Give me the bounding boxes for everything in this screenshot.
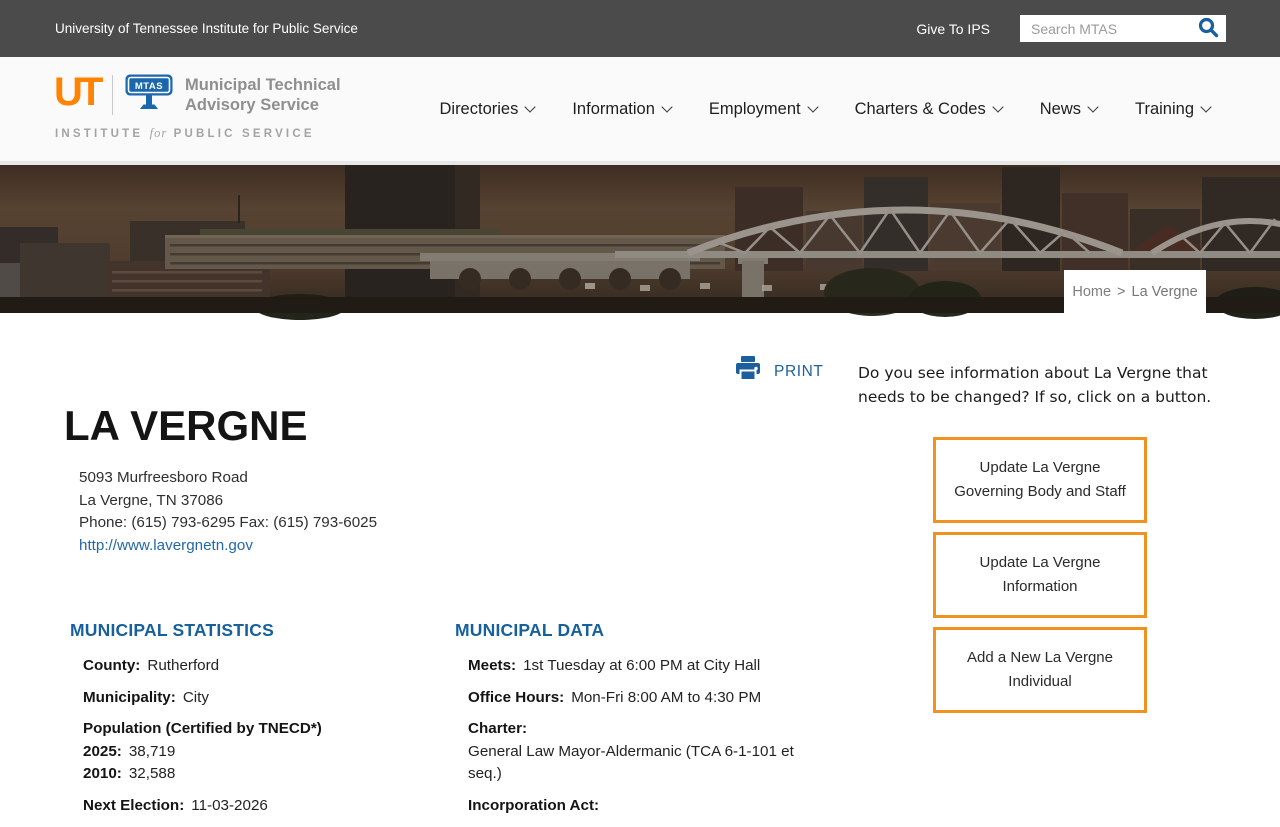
- chevron-down-icon: [1200, 101, 1211, 112]
- office-hours-row: [468, 687, 805, 710]
- municipality-value: City: [182, 688, 209, 706]
- institute-word: INSTITUTE: [55, 128, 144, 140]
- municipality-row: [83, 687, 440, 710]
- office-hours-label: Office Hours:: [468, 688, 565, 706]
- next-election-value: 11-03-2026: [191, 796, 268, 814]
- county-row: [83, 655, 440, 678]
- nav-label: Directories: [439, 99, 519, 118]
- site-title: University of Tennessee Institute for Public Service: [55, 21, 358, 36]
- incorporation-act-label: Incorporation Act:: [468, 796, 600, 814]
- update-notice-text: Do you see information about La Vergne that needs to be changed? If so, click on a button.: [858, 363, 1212, 406]
- statistics-rows: [83, 655, 440, 818]
- nav-item-training[interactable]: [1135, 100, 1210, 119]
- print-button[interactable]: [733, 356, 824, 387]
- breadcrumb-current: La Vergne: [1131, 283, 1198, 300]
- statistics-heading: MUNICIPAL STATISTICS: [70, 620, 274, 640]
- chevron-down-icon: [807, 101, 818, 112]
- mtas-sign-text: MTAS: [134, 81, 164, 92]
- population-2025-row: [83, 741, 440, 764]
- topbar-right-group: [916, 15, 1226, 42]
- pop-2025-label: 2025:: [83, 742, 122, 760]
- give-to-ips-link[interactable]: Give To IPS: [916, 20, 990, 37]
- institute-for-word: for: [149, 126, 168, 140]
- chevron-down-icon: [1087, 101, 1098, 112]
- print-label: PRINT: [774, 362, 824, 380]
- logo-service-line2: Advisory Service: [185, 95, 319, 114]
- nav-item-charters-codes[interactable]: [855, 100, 1002, 119]
- population-2010-row: [83, 763, 440, 786]
- meets-row: [468, 655, 805, 678]
- update-governing-body-button[interactable]: Update La Vergne Governing Body and Staff: [933, 437, 1147, 523]
- pop-2010-value: 32,588: [128, 765, 176, 783]
- search-icon: [1197, 16, 1219, 41]
- public-service-words: PUBLIC SERVICE: [173, 128, 315, 140]
- address-line1: 5093 Murfreesboro Road: [79, 469, 248, 486]
- charter-label: Charter:: [468, 720, 528, 738]
- charter-row: [468, 718, 805, 786]
- nav-label: Information: [572, 99, 655, 118]
- search-button[interactable]: [1190, 15, 1226, 42]
- pop-2025-value: 38,719: [128, 742, 176, 760]
- county-value: Rutherford: [147, 657, 220, 674]
- breadcrumb-separator: >: [1117, 283, 1126, 300]
- address-block: [79, 467, 377, 558]
- breadcrumb-home-link[interactable]: Home: [1072, 283, 1112, 300]
- ut-logo-text: UT: [54, 70, 100, 114]
- population-label: Population (Certified by TNECD*): [83, 720, 322, 738]
- printer-icon: [733, 356, 763, 387]
- breadcrumb: [1064, 270, 1206, 313]
- nav-item-information[interactable]: [572, 100, 671, 119]
- next-election-label: Next Election:: [83, 796, 185, 814]
- main-nav: [439, 57, 1210, 161]
- nav-label: News: [1039, 99, 1081, 118]
- charter-value: General Law Mayor-Aldermanic (TCA 6-1-101 et seq.): [468, 742, 794, 783]
- address-line2: La Vergne, TN 37086: [79, 491, 224, 509]
- mtas-sign-icon: [124, 73, 174, 116]
- website-link[interactable]: http://www.lavergnetn.gov: [79, 537, 253, 555]
- search-input[interactable]: [1020, 15, 1190, 42]
- nav-label: Charters & Codes: [854, 99, 986, 118]
- search-box: [1020, 15, 1226, 42]
- nav-label: Employment: [708, 99, 801, 118]
- add-individual-button[interactable]: Add a New La Vergne Individual: [933, 627, 1147, 713]
- institute-tagline: [55, 126, 341, 141]
- municipal-statistics-section: [70, 620, 440, 827]
- nav-item-directories[interactable]: [439, 100, 534, 119]
- population-label-row: [83, 718, 440, 741]
- county-label: County:: [83, 657, 141, 674]
- logo-service-name: [185, 75, 341, 115]
- meets-value: 1st Tuesday at 6:00 PM at City Hall: [523, 657, 761, 674]
- office-hours-value: Mon-Fri 8:00 AM to 4:30 PM: [571, 688, 762, 706]
- page-title: LA VERGNE: [64, 402, 308, 449]
- chevron-down-icon: [525, 101, 536, 112]
- meets-label: Meets:: [468, 657, 517, 674]
- municipal-data-heading: MUNICIPAL DATA: [455, 620, 605, 640]
- municipal-data-section: [455, 620, 805, 827]
- pop-2010-label: 2010:: [83, 765, 122, 783]
- nav-item-employment[interactable]: [709, 100, 817, 119]
- logo-service-line1: Municipal Technical: [185, 75, 341, 94]
- nav-item-news[interactable]: [1040, 100, 1097, 119]
- update-information-button[interactable]: Update La Vergne Information: [933, 532, 1147, 618]
- chevron-down-icon: [661, 101, 672, 112]
- incorporation-act-row: [468, 795, 805, 818]
- site-header: [0, 57, 1280, 165]
- top-utility-bar: [0, 0, 1280, 57]
- phone-fax-line: Phone: (615) 793-6295 Fax: (615) 793-6025: [79, 514, 378, 532]
- logo-divider: [112, 75, 113, 115]
- municipality-label: Municipality:: [83, 688, 176, 706]
- mtas-logo[interactable]: [55, 72, 341, 141]
- update-actions: [933, 437, 1147, 713]
- municipal-data-rows: [468, 655, 805, 818]
- chevron-down-icon: [992, 101, 1003, 112]
- nav-label: Training: [1135, 99, 1194, 118]
- ut-logo-icon: [55, 72, 105, 117]
- next-election-row: [83, 795, 440, 818]
